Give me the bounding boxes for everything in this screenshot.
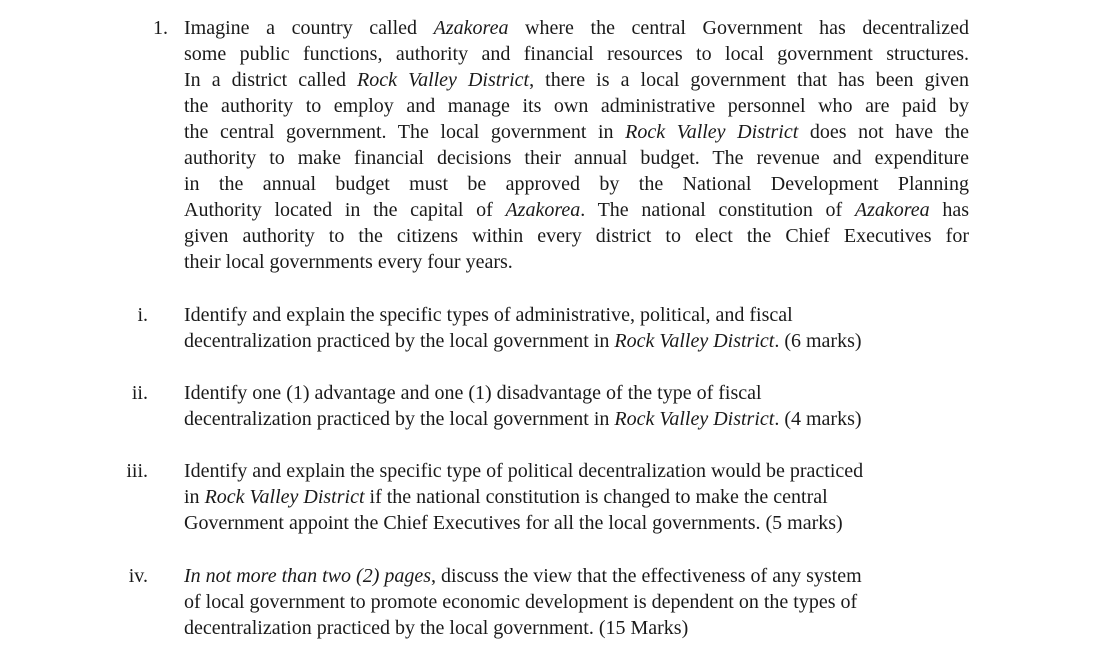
text-line: Identify and explain the specific type of political decentralization would be practiced: [184, 460, 864, 482]
text-line: Identify one (1) advantage and one (1) disadvantage of the type of fiscal: [184, 382, 762, 404]
text-line: authority to make financial decisions their annual budget. The revenue and expenditure: [184, 147, 969, 169]
text-line: Authority located in the capital of Azakorea. The national constitution of Azakorea has: [184, 199, 969, 221]
text-line: their local governments every four years.: [184, 251, 513, 273]
italic-text: Azakorea: [854, 199, 930, 221]
subquestion-number: ii.: [131, 382, 148, 404]
subquestion-text: [184, 302, 964, 354]
italic-text: In not more than two (2) pages: [184, 565, 432, 587]
text-line: decentralization practiced by the local government. (15 Marks): [184, 617, 689, 639]
subquestion-number: iv.: [128, 565, 148, 587]
italic-text: Rock Valley District: [204, 486, 365, 508]
italic-text: Rock Valley District: [614, 330, 775, 352]
text-line: decentralization practiced by the local government in Rock Valley District. (4 marks): [184, 408, 862, 430]
text-line: Imagine a country called Azakorea where the central Government has decentralized: [184, 17, 969, 39]
text-line: in Rock Valley District if the national constitution is changed to make the central: [184, 486, 828, 508]
subquestion-text: [184, 563, 964, 641]
subquestion-number: iii.: [126, 460, 148, 482]
italic-text: Rock Valley District: [357, 69, 530, 91]
question-number: 1.: [153, 17, 168, 39]
italic-text: Rock Valley District: [614, 408, 775, 430]
text-line: some public functions, authority and financial resources to local government structures.: [184, 43, 969, 65]
italic-text: Azakorea: [505, 199, 581, 221]
text-line: of local government to promote economic development is dependent on the types of: [184, 591, 858, 613]
text-line: In not more than two (2) pages, discuss the view that the effectiveness of any system: [184, 565, 862, 587]
italic-text: Rock Valley District: [625, 121, 799, 143]
question-text: [184, 15, 969, 275]
text-line: given authority to the citizens within every district to elect the Chief Executives for: [184, 225, 969, 247]
subquestion-text: [184, 458, 964, 536]
text-line: in the annual budget must be approved by the National Development Planning: [184, 173, 969, 195]
subquestion-number: i.: [137, 304, 148, 326]
text-line: decentralization practiced by the local government in Rock Valley District. (6 marks): [184, 330, 862, 352]
text-line: Government appoint the Chief Executives for all the local governments. (5 marks): [184, 512, 843, 534]
text-line: the central government. The local government in Rock Valley District does not have the: [184, 121, 970, 143]
text-line: Identify and explain the specific types of administrative, political, and fiscal: [184, 304, 793, 326]
text-line: In a district called Rock Valley District, there is a local government that has been given: [184, 69, 970, 91]
italic-text: Azakorea: [433, 17, 509, 39]
text-line: the authority to employ and manage its own administrative personnel who are paid by: [184, 95, 969, 117]
subquestion-text: [184, 380, 964, 432]
